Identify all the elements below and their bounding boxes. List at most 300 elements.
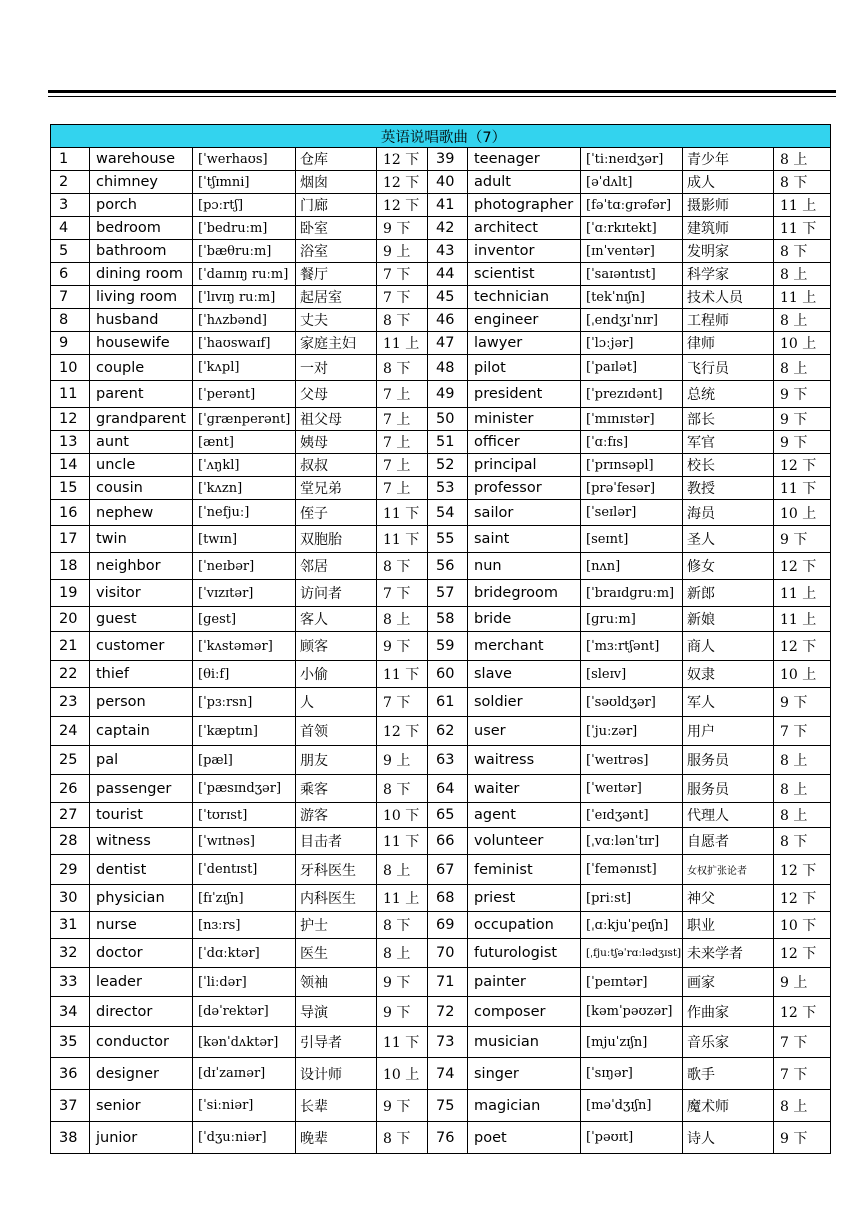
right-unit-cell: 8 下 xyxy=(774,171,831,194)
right-word-cell: futurologist xyxy=(468,939,581,968)
left-ipa-cell: [ˈbæθruːm] xyxy=(193,240,296,263)
left-num-cell: 37 xyxy=(51,1090,90,1122)
left-unit-cell: 11 下 xyxy=(377,526,428,553)
left-cn-cell: 晚辈 xyxy=(296,1122,377,1154)
right-ipa-cell: [ˈtiːneɪdʒər] xyxy=(581,148,683,171)
left-cn-cell: 仓库 xyxy=(296,148,377,171)
left-num-cell: 25 xyxy=(51,746,90,775)
header-rule-thick xyxy=(48,90,836,93)
right-num-cell: 53 xyxy=(428,477,468,500)
right-unit-cell: 7 下 xyxy=(774,1027,831,1058)
right-word-cell: saint xyxy=(468,526,581,553)
table-row xyxy=(51,240,831,263)
left-cn-cell: 浴室 xyxy=(296,240,377,263)
right-word-cell: officer xyxy=(468,431,581,454)
left-num-cell: 1 xyxy=(51,148,90,171)
right-word-cell: architect xyxy=(468,217,581,240)
right-ipa-cell: [seɪnt] xyxy=(581,526,683,553)
right-ipa-cell: [ˈbraɪdɡruːm] xyxy=(581,580,683,607)
left-unit-cell: 9 上 xyxy=(377,240,428,263)
left-ipa-cell: [twɪn] xyxy=(193,526,296,553)
right-num-cell: 42 xyxy=(428,217,468,240)
right-unit-cell: 9 上 xyxy=(774,968,831,997)
right-unit-cell: 8 下 xyxy=(774,240,831,263)
left-ipa-cell: [nɜːrs] xyxy=(193,912,296,939)
right-ipa-cell: [ˌvɑːlənˈtɪr] xyxy=(581,828,683,855)
right-cn-cell: 部长 xyxy=(683,408,774,431)
left-unit-cell: 11 下 xyxy=(377,1027,428,1058)
table-row xyxy=(51,332,831,355)
left-ipa-cell: [ˈdentɪst] xyxy=(193,855,296,885)
left-cn-cell: 目击者 xyxy=(296,828,377,855)
right-word-cell: waitress xyxy=(468,746,581,775)
right-ipa-cell: [ɡruːm] xyxy=(581,607,683,632)
left-word-cell: witness xyxy=(90,828,193,855)
right-cn-cell: 代理人 xyxy=(683,803,774,828)
left-word-cell: housewife xyxy=(90,332,193,355)
table-row xyxy=(51,803,831,828)
right-unit-cell: 9 下 xyxy=(774,408,831,431)
right-ipa-cell: [ɪnˈventər] xyxy=(581,240,683,263)
left-ipa-cell: [ˈpɜːrsn] xyxy=(193,688,296,717)
left-unit-cell: 10 上 xyxy=(377,1058,428,1090)
left-num-cell: 28 xyxy=(51,828,90,855)
left-num-cell: 12 xyxy=(51,408,90,431)
left-ipa-cell: [dɪˈzaɪnər] xyxy=(193,1058,296,1090)
left-cn-cell: 一对 xyxy=(296,355,377,381)
right-word-cell: musician xyxy=(468,1027,581,1058)
right-cn-cell: 圣人 xyxy=(683,526,774,553)
table-row xyxy=(51,855,831,885)
right-word-cell: merchant xyxy=(468,632,581,661)
right-num-cell: 68 xyxy=(428,885,468,912)
left-ipa-cell: [ˈdɑːktər] xyxy=(193,939,296,968)
right-num-cell: 69 xyxy=(428,912,468,939)
left-unit-cell: 8 下 xyxy=(377,912,428,939)
table-row xyxy=(51,632,831,661)
right-cn-cell: 教授 xyxy=(683,477,774,500)
left-unit-cell: 11 上 xyxy=(377,332,428,355)
table-row xyxy=(51,381,831,408)
left-cn-cell: 乘客 xyxy=(296,775,377,803)
left-word-cell: neighbor xyxy=(90,553,193,580)
right-num-cell: 65 xyxy=(428,803,468,828)
right-num-cell: 58 xyxy=(428,607,468,632)
right-cn-cell: 青少年 xyxy=(683,148,774,171)
right-unit-cell: 8 下 xyxy=(774,828,831,855)
right-cn-cell: 成人 xyxy=(683,171,774,194)
right-num-cell: 49 xyxy=(428,381,468,408)
right-word-cell: nun xyxy=(468,553,581,580)
left-word-cell: parent xyxy=(90,381,193,408)
page-title: 英语说唱歌曲（7） xyxy=(51,125,831,148)
right-unit-cell: 8 上 xyxy=(774,1090,831,1122)
left-cn-cell: 朋友 xyxy=(296,746,377,775)
left-unit-cell: 7 上 xyxy=(377,408,428,431)
left-word-cell: cousin xyxy=(90,477,193,500)
left-unit-cell: 7 上 xyxy=(377,454,428,477)
left-num-cell: 18 xyxy=(51,553,90,580)
left-ipa-cell: [ˈɡrænperənt] xyxy=(193,408,296,431)
table-row xyxy=(51,309,831,332)
left-num-cell: 27 xyxy=(51,803,90,828)
right-num-cell: 43 xyxy=(428,240,468,263)
right-num-cell: 56 xyxy=(428,553,468,580)
right-unit-cell: 12 下 xyxy=(774,939,831,968)
left-unit-cell: 11 下 xyxy=(377,500,428,526)
right-unit-cell: 8 上 xyxy=(774,355,831,381)
table-row xyxy=(51,1090,831,1122)
right-word-cell: composer xyxy=(468,997,581,1027)
table-row xyxy=(51,408,831,431)
right-cn-cell: 军官 xyxy=(683,431,774,454)
left-num-cell: 2 xyxy=(51,171,90,194)
left-num-cell: 19 xyxy=(51,580,90,607)
left-num-cell: 23 xyxy=(51,688,90,717)
left-ipa-cell: [dəˈrektər] xyxy=(193,997,296,1027)
left-word-cell: guest xyxy=(90,607,193,632)
left-word-cell: couple xyxy=(90,355,193,381)
left-ipa-cell: [ˈwerhaʊs] xyxy=(193,148,296,171)
right-num-cell: 73 xyxy=(428,1027,468,1058)
right-ipa-cell: [ˈpaɪlət] xyxy=(581,355,683,381)
left-cn-cell: 引导者 xyxy=(296,1027,377,1058)
table-row xyxy=(51,286,831,309)
right-ipa-cell: [prəˈfesər] xyxy=(581,477,683,500)
left-word-cell: physician xyxy=(90,885,193,912)
left-unit-cell: 8 下 xyxy=(377,553,428,580)
right-word-cell: president xyxy=(468,381,581,408)
right-ipa-cell: [məˈdʒɪʃn] xyxy=(581,1090,683,1122)
right-cn-cell: 海员 xyxy=(683,500,774,526)
right-ipa-cell: [priːst] xyxy=(581,885,683,912)
left-ipa-cell: [ˈneɪbər] xyxy=(193,553,296,580)
left-cn-cell: 游客 xyxy=(296,803,377,828)
left-ipa-cell: [ˈlɪvɪŋ ruːm] xyxy=(193,286,296,309)
table-row xyxy=(51,500,831,526)
right-cn-cell: 奴隶 xyxy=(683,661,774,688)
right-word-cell: occupation xyxy=(468,912,581,939)
left-num-cell: 17 xyxy=(51,526,90,553)
left-ipa-cell: [ˈʌŋkl] xyxy=(193,454,296,477)
left-ipa-cell: [kənˈdʌktər] xyxy=(193,1027,296,1058)
table-row xyxy=(51,171,831,194)
right-word-cell: volunteer xyxy=(468,828,581,855)
right-ipa-cell: [ˈmɪnɪstər] xyxy=(581,408,683,431)
left-unit-cell: 8 上 xyxy=(377,607,428,632)
left-num-cell: 16 xyxy=(51,500,90,526)
left-cn-cell: 门廊 xyxy=(296,194,377,217)
left-cn-cell: 邻居 xyxy=(296,553,377,580)
table-row xyxy=(51,1122,831,1154)
left-unit-cell: 9 下 xyxy=(377,968,428,997)
left-unit-cell: 8 下 xyxy=(377,775,428,803)
right-num-cell: 41 xyxy=(428,194,468,217)
left-cn-cell: 堂兄弟 xyxy=(296,477,377,500)
left-cn-cell: 小偷 xyxy=(296,661,377,688)
left-unit-cell: 7 下 xyxy=(377,286,428,309)
right-word-cell: photographer xyxy=(468,194,581,217)
left-cn-cell: 顾客 xyxy=(296,632,377,661)
left-ipa-cell: [pæl] xyxy=(193,746,296,775)
left-ipa-cell: [ˈkʌzn] xyxy=(193,477,296,500)
right-cn-cell: 诗人 xyxy=(683,1122,774,1154)
left-num-cell: 24 xyxy=(51,717,90,746)
left-word-cell: bedroom xyxy=(90,217,193,240)
left-word-cell: captain xyxy=(90,717,193,746)
table-row xyxy=(51,828,831,855)
left-ipa-cell: [θiːf] xyxy=(193,661,296,688)
left-word-cell: senior xyxy=(90,1090,193,1122)
right-ipa-cell: [ˈpeɪntər] xyxy=(581,968,683,997)
left-num-cell: 3 xyxy=(51,194,90,217)
left-ipa-cell: [ˈkʌstəmər] xyxy=(193,632,296,661)
left-unit-cell: 8 下 xyxy=(377,1122,428,1154)
table-row xyxy=(51,717,831,746)
right-word-cell: principal xyxy=(468,454,581,477)
right-unit-cell: 11 上 xyxy=(774,286,831,309)
left-ipa-cell: [ˈkæptɪn] xyxy=(193,717,296,746)
left-unit-cell: 9 下 xyxy=(377,632,428,661)
left-num-cell: 4 xyxy=(51,217,90,240)
right-cn-cell: 科学家 xyxy=(683,263,774,286)
left-word-cell: nephew xyxy=(90,500,193,526)
right-num-cell: 57 xyxy=(428,580,468,607)
right-unit-cell: 12 下 xyxy=(774,885,831,912)
table-row xyxy=(51,885,831,912)
left-ipa-cell: [ˈhʌzbənd] xyxy=(193,309,296,332)
right-unit-cell: 8 上 xyxy=(774,309,831,332)
left-unit-cell: 8 上 xyxy=(377,939,428,968)
left-cn-cell: 医生 xyxy=(296,939,377,968)
left-unit-cell: 8 下 xyxy=(377,309,428,332)
left-num-cell: 34 xyxy=(51,997,90,1027)
right-cn-cell: 神父 xyxy=(683,885,774,912)
left-num-cell: 29 xyxy=(51,855,90,885)
right-num-cell: 54 xyxy=(428,500,468,526)
left-word-cell: doctor xyxy=(90,939,193,968)
right-ipa-cell: [ˈprɪnsəpl] xyxy=(581,454,683,477)
right-num-cell: 44 xyxy=(428,263,468,286)
left-unit-cell: 12 下 xyxy=(377,148,428,171)
right-cn-cell: 画家 xyxy=(683,968,774,997)
right-num-cell: 39 xyxy=(428,148,468,171)
left-word-cell: nurse xyxy=(90,912,193,939)
right-cn-cell: 用户 xyxy=(683,717,774,746)
right-ipa-cell: [sleɪv] xyxy=(581,661,683,688)
left-unit-cell: 7 上 xyxy=(377,477,428,500)
left-ipa-cell: [ˈsiːniər] xyxy=(193,1090,296,1122)
left-num-cell: 10 xyxy=(51,355,90,381)
right-word-cell: slave xyxy=(468,661,581,688)
right-cn-cell: 摄影师 xyxy=(683,194,774,217)
right-cn-cell: 服务员 xyxy=(683,746,774,775)
left-num-cell: 32 xyxy=(51,939,90,968)
right-unit-cell: 11 上 xyxy=(774,607,831,632)
left-word-cell: visitor xyxy=(90,580,193,607)
right-ipa-cell: [ˈweɪtər] xyxy=(581,775,683,803)
right-num-cell: 48 xyxy=(428,355,468,381)
left-ipa-cell: [pɔːrtʃ] xyxy=(193,194,296,217)
right-num-cell: 47 xyxy=(428,332,468,355)
left-cn-cell: 祖父母 xyxy=(296,408,377,431)
right-cn-cell: 自愿者 xyxy=(683,828,774,855)
left-cn-cell: 内科医生 xyxy=(296,885,377,912)
right-ipa-cell: [ˈjuːzər] xyxy=(581,717,683,746)
right-cn-cell: 飞行员 xyxy=(683,355,774,381)
left-ipa-cell: [ˈdʒuːniər] xyxy=(193,1122,296,1154)
left-num-cell: 14 xyxy=(51,454,90,477)
left-ipa-cell: [ˈliːdər] xyxy=(193,968,296,997)
left-cn-cell: 家庭主妇 xyxy=(296,332,377,355)
left-cn-cell: 卧室 xyxy=(296,217,377,240)
left-cn-cell: 人 xyxy=(296,688,377,717)
right-word-cell: painter xyxy=(468,968,581,997)
left-word-cell: aunt xyxy=(90,431,193,454)
left-word-cell: dentist xyxy=(90,855,193,885)
right-num-cell: 55 xyxy=(428,526,468,553)
right-cn-cell: 魔术师 xyxy=(683,1090,774,1122)
left-unit-cell: 10 下 xyxy=(377,803,428,828)
right-cn-cell: 歌手 xyxy=(683,1058,774,1090)
table-row xyxy=(51,553,831,580)
right-cn-cell: 总统 xyxy=(683,381,774,408)
left-word-cell: bathroom xyxy=(90,240,193,263)
table-row xyxy=(51,1027,831,1058)
right-ipa-cell: [ˈɑːrkɪtekt] xyxy=(581,217,683,240)
left-word-cell: director xyxy=(90,997,193,1027)
right-num-cell: 72 xyxy=(428,997,468,1027)
left-unit-cell: 7 上 xyxy=(377,381,428,408)
right-ipa-cell: [ˈpəʊɪt] xyxy=(581,1122,683,1154)
left-ipa-cell: [ˈtʃɪmni] xyxy=(193,171,296,194)
right-cn-cell: 律师 xyxy=(683,332,774,355)
right-cn-cell: 军人 xyxy=(683,688,774,717)
left-num-cell: 31 xyxy=(51,912,90,939)
left-ipa-cell: [ˈpæsɪndʒər] xyxy=(193,775,296,803)
left-ipa-cell: [ænt] xyxy=(193,431,296,454)
table-row xyxy=(51,1058,831,1090)
left-word-cell: porch xyxy=(90,194,193,217)
table-row xyxy=(51,431,831,454)
left-ipa-cell: [fɪˈzɪʃn] xyxy=(193,885,296,912)
right-unit-cell: 12 下 xyxy=(774,997,831,1027)
right-cn-cell: 职业 xyxy=(683,912,774,939)
left-num-cell: 6 xyxy=(51,263,90,286)
right-word-cell: sailor xyxy=(468,500,581,526)
table-row xyxy=(51,688,831,717)
right-unit-cell: 12 下 xyxy=(774,855,831,885)
table-row xyxy=(51,580,831,607)
left-cn-cell: 客人 xyxy=(296,607,377,632)
left-ipa-cell: [ɡest] xyxy=(193,607,296,632)
left-num-cell: 33 xyxy=(51,968,90,997)
left-word-cell: thief xyxy=(90,661,193,688)
right-unit-cell: 7 下 xyxy=(774,1058,831,1090)
left-word-cell: husband xyxy=(90,309,193,332)
left-unit-cell: 11 下 xyxy=(377,828,428,855)
right-unit-cell: 8 上 xyxy=(774,803,831,828)
right-word-cell: singer xyxy=(468,1058,581,1090)
right-num-cell: 75 xyxy=(428,1090,468,1122)
right-unit-cell: 11 上 xyxy=(774,194,831,217)
left-num-cell: 13 xyxy=(51,431,90,454)
right-num-cell: 40 xyxy=(428,171,468,194)
left-ipa-cell: [ˈperənt] xyxy=(193,381,296,408)
left-unit-cell: 12 下 xyxy=(377,171,428,194)
right-num-cell: 52 xyxy=(428,454,468,477)
left-word-cell: person xyxy=(90,688,193,717)
right-ipa-cell: [ˌɑːkjuˈpeɪʃn] xyxy=(581,912,683,939)
right-num-cell: 46 xyxy=(428,309,468,332)
right-num-cell: 62 xyxy=(428,717,468,746)
right-word-cell: teenager xyxy=(468,148,581,171)
left-num-cell: 26 xyxy=(51,775,90,803)
left-cn-cell: 双胞胎 xyxy=(296,526,377,553)
left-ipa-cell: [ˈtʊrɪst] xyxy=(193,803,296,828)
right-ipa-cell: [ˈweɪtrəs] xyxy=(581,746,683,775)
left-unit-cell: 9 下 xyxy=(377,1090,428,1122)
right-ipa-cell: [ˈsaɪəntɪst] xyxy=(581,263,683,286)
right-word-cell: inventor xyxy=(468,240,581,263)
table-row xyxy=(51,217,831,240)
table-row xyxy=(51,775,831,803)
right-unit-cell: 10 下 xyxy=(774,912,831,939)
right-unit-cell: 8 上 xyxy=(774,746,831,775)
right-cn-cell: 修女 xyxy=(683,553,774,580)
right-word-cell: feminist xyxy=(468,855,581,885)
left-cn-cell: 丈夫 xyxy=(296,309,377,332)
right-cn-cell: 作曲家 xyxy=(683,997,774,1027)
table-row xyxy=(51,526,831,553)
right-unit-cell: 11 上 xyxy=(774,580,831,607)
right-unit-cell: 12 下 xyxy=(774,553,831,580)
left-ipa-cell: [ˈwɪtnəs] xyxy=(193,828,296,855)
left-num-cell: 30 xyxy=(51,885,90,912)
right-num-cell: 76 xyxy=(428,1122,468,1154)
right-unit-cell: 11 下 xyxy=(774,477,831,500)
right-unit-cell: 8 上 xyxy=(774,775,831,803)
header-rule-thin xyxy=(48,96,836,97)
left-word-cell: junior xyxy=(90,1122,193,1154)
table-row xyxy=(51,194,831,217)
left-word-cell: living room xyxy=(90,286,193,309)
right-word-cell: minister xyxy=(468,408,581,431)
left-unit-cell: 11 上 xyxy=(377,885,428,912)
left-cn-cell: 姨母 xyxy=(296,431,377,454)
left-unit-cell: 12 下 xyxy=(377,194,428,217)
left-cn-cell: 设计师 xyxy=(296,1058,377,1090)
right-ipa-cell: [tekˈnɪʃn] xyxy=(581,286,683,309)
left-num-cell: 7 xyxy=(51,286,90,309)
right-word-cell: poet xyxy=(468,1122,581,1154)
left-word-cell: conductor xyxy=(90,1027,193,1058)
left-word-cell: uncle xyxy=(90,454,193,477)
left-ipa-cell: [ˈbedruːm] xyxy=(193,217,296,240)
left-word-cell: dining room xyxy=(90,263,193,286)
right-num-cell: 51 xyxy=(428,431,468,454)
left-word-cell: twin xyxy=(90,526,193,553)
right-word-cell: bride xyxy=(468,607,581,632)
left-unit-cell: 7 下 xyxy=(377,580,428,607)
right-word-cell: agent xyxy=(468,803,581,828)
right-ipa-cell: [nʌn] xyxy=(581,553,683,580)
right-num-cell: 74 xyxy=(428,1058,468,1090)
right-word-cell: soldier xyxy=(468,688,581,717)
left-num-cell: 22 xyxy=(51,661,90,688)
right-ipa-cell: [əˈdʌlt] xyxy=(581,171,683,194)
right-cn-cell: 技术人员 xyxy=(683,286,774,309)
